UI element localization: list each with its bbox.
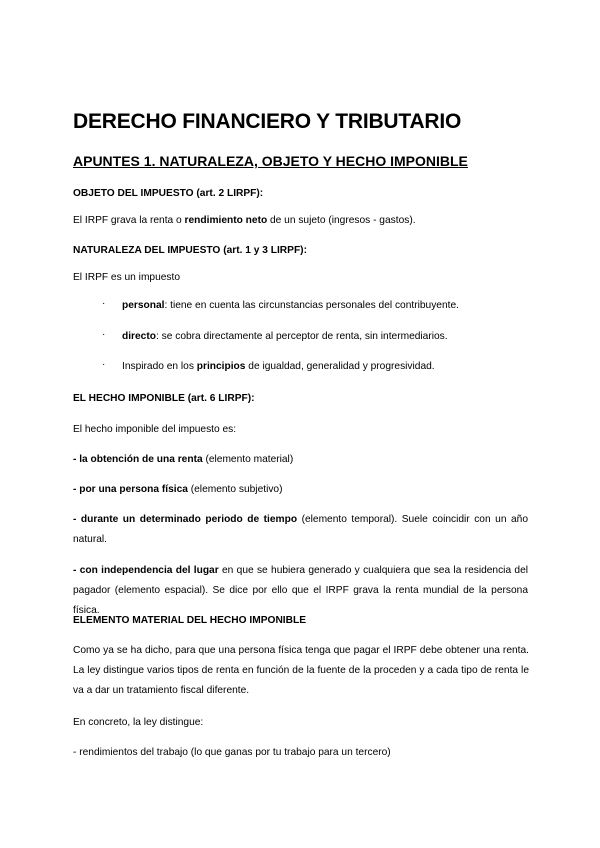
hecho-item-temporal-bold: - durante un determinado periodo de tiempo (73, 514, 298, 525)
document-title: DERECHO FINANCIERO Y TRIBUTARIO (73, 110, 462, 133)
bullet-directo-bold: directo (122, 331, 156, 342)
naturaleza-heading (73, 241, 528, 261)
naturaleza-heading-ref: (art. 1 y 3 LIRPF): (220, 245, 307, 256)
objeto-text-1: El IRPF grava la renta o (73, 215, 185, 226)
bullet-personal-text: : tiene en cuenta las circunstancias personales del contribuyente. (164, 300, 459, 311)
bullet-personal-bold: personal (122, 300, 165, 311)
bullet-dot: · (102, 298, 106, 309)
elemento-concreto: En concreto, la ley distingue: (73, 717, 204, 728)
elemento-heading: ELEMENTO MATERIAL DEL HECHO IMPONIBLE (73, 615, 307, 626)
hecho-item-temporal (73, 510, 528, 550)
bullet-dot: · (102, 329, 106, 340)
hecho-item-subjetivo-text: (elemento subjetivo) (187, 484, 283, 495)
elemento-paragraph: Como ya se ha dicho, para que una persona física tenga que pagar el IRPF debe obtener una renta. La ley distingue varios tipos de renta en función de la fuente de la proceden y a cada tipo de renta le va a dar un tratamiento fiscal diferente. (73, 645, 529, 696)
bullet-directo (122, 331, 448, 342)
objeto-text-2: de un sujeto (ingresos - gastos). (267, 215, 416, 226)
objeto-heading (73, 184, 528, 204)
hecho-intro: El hecho imponible del impuesto es: (73, 424, 237, 435)
hecho-item-subjetivo (73, 480, 528, 500)
bullet-principios-pre: Inspirado en los (122, 361, 197, 372)
bullet-principios (122, 361, 435, 372)
bullet-personal (122, 300, 459, 311)
hecho-item-material-text: (elemento material) (202, 454, 294, 465)
elemento-rendimientos-trabajo: - rendimientos del trabajo (lo que ganas por tu trabajo para un tercero) (73, 747, 391, 758)
bullet-principios-text: de igualdad, generalidad y progresividad. (245, 361, 435, 372)
hecho-item-temporal-text: (elemento temporal). Suele coincidir con un año natural. (73, 514, 529, 545)
bullet-dot: · (102, 359, 106, 370)
objeto-text-bold: rendimiento neto (184, 215, 268, 226)
bullet-directo-text: : se cobra directamente al perceptor de renta, sin intermediarios. (155, 331, 448, 342)
objeto-paragraph (73, 211, 528, 231)
document-subtitle: APUNTES 1. NATURALEZA, OBJETO Y HECHO IMPONIBLE (73, 153, 468, 169)
hecho-item-material (73, 450, 528, 470)
objeto-heading-label: OBJETO DEL IMPUESTO (73, 188, 194, 199)
objeto-heading-ref: (art. 2 LIRPF): (193, 188, 264, 199)
hecho-heading: EL HECHO IMPONIBLE (art. 6 LIRPF): (73, 393, 255, 404)
naturaleza-intro: El IRPF es un impuesto (73, 272, 181, 283)
hecho-item-subjetivo-bold: - por una persona física (73, 484, 188, 495)
hecho-item-espacial-text: en que se hubiera generado y cualquiera que sea la residencia del pagador (elemento espacial). Se dice por ello que el IRPF grava la renta mundial de la persona física. (73, 565, 529, 616)
hecho-item-material-bold: - la obtención de una renta (73, 454, 203, 465)
naturaleza-heading-label: NATURALEZA DEL IMPUESTO (73, 245, 221, 256)
hecho-item-espacial-bold: - con independencia del lugar (73, 565, 219, 576)
bullet-principios-bold: principios (196, 361, 246, 372)
